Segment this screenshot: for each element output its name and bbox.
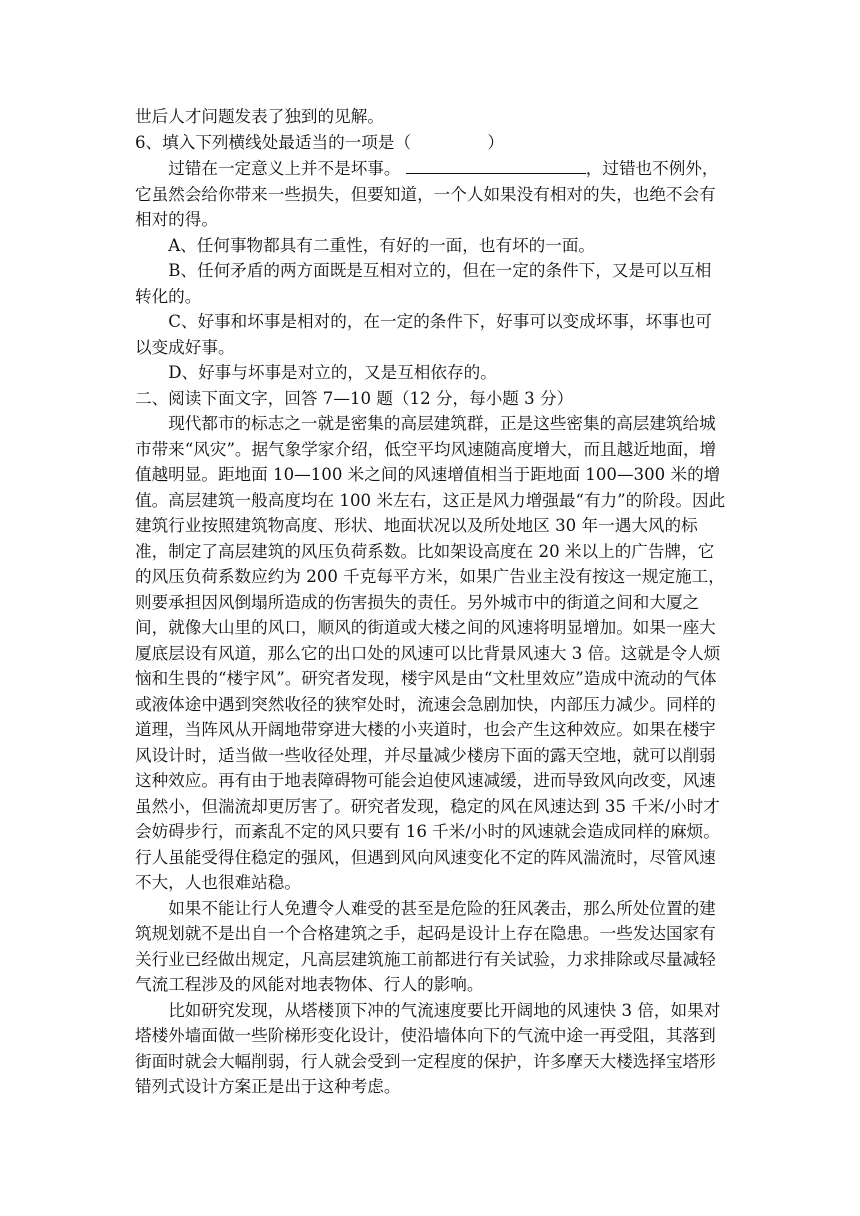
question-6-stem-suffix: ） <box>487 132 505 152</box>
passage-after-blank: ，过错也不例外，它虽然会给你带来一些损失，但要知道，一个人如果没有相对的失，也绝不会有相对的得。 <box>135 159 719 229</box>
option-a: A、任何事物都具有二重性，有好的一面，也有坏的一面。 <box>168 235 596 255</box>
option-b: B、任何矛盾的两方面既是互相对立的，但在一定的条件下，又是可以互相转化的。 <box>135 261 712 306</box>
reading-paragraph-3: 比如研究发现，从塔楼顶下冲的气流速度要比开阔地的风速快 3 倍，如果对塔楼外墙面做一些阶梯形变化设计，使沿墙体向下的气流中途一再受阻，其落到街面时就会大幅削弱，行人就会受到一定程度的保护，许多摩天大楼选择宝塔形错列式设计方案正是出于这种考虑。 <box>135 1000 721 1096</box>
option-c: C、好事和坏事是相对的，在一定的条件下，好事可以变成坏事，坏事也可以变成好事。 <box>135 312 712 357</box>
option-d: D、好事与坏事是对立的，又是互相依存的。 <box>168 363 497 382</box>
reading-paragraph-2: 如果不能让行人免遭令人难受的甚至是危险的狂风袭击，那么所处位置的建筑规划就不是出自一个合格建筑之手，起码是设计上存在隐患。一些发达国家有关行业已经做出规定，凡高层建筑施工前都进行有关试验，力求排除或尽量减轻气流工程涉及的风能对地表物体、行人的影响。 <box>135 898 716 994</box>
question-6-stem-prefix: 6、填入下列横线处最适当的一项是（ <box>135 132 412 152</box>
continuation-line: 世后人才问题发表了独到的见解。 <box>135 107 384 126</box>
reading-paragraph-1: 现代都市的标志之一就是密集的高层建筑群，正是这些密集的高层建筑给城市带来“风灾”。据气象学家介绍，低空平均风速随高度增大，而且越近地面，增值越明显。距地面 10—100 米之间的风速增值相当于距地面 100—300 米的增值。高层建筑一般高度均在 100 米左右，这正是风力增强最“有力”的阶段。因此建筑行业按照建筑物高度、形状、地面状况以及所处地区 30 年一遇大风的标准，制定了高层建筑的风压负荷系数。比如架设高度在 20 米以上的广告牌，它的风压负荷系数应约为 200 千克每平方米，如果广告业主没有按这一规定施工，则要承担因风倒塌所造成的伤害损失的责任。另外城市中的街道之间和大厦之间，就像大山里的风口，顺风的街道或大楼之间的风速将明显增加。如果一座大厦底层设有风道，那么它的出口处的风速可以比背景风速大 3 倍。这就是令人烦恼和生畏的“楼宇风”。研究者发现，楼宇风是由“文杜里效应”造成中流动的气体或液体途中遇到突然收径的狭窄处时，流速会急剧加快，内部压力减少。同样的道理，当阵风从开阔地带穿进大楼的小夹道时，也会产生这种效应。如果在楼宇风设计时，适当做一些收径处理，并尽量减少楼房下面的露天空地，就可以削弱这种效应。再有由于地表障碍物可能会迫使风速减缓，进而导致风向改变，风速虽然小，但湍流却更厉害了。研究者发现，稳定的风在风速达到 35 千米/小时才会妨碍步行，而紊乱不定的风只要有 16 千米/小时的风速就会造成同样的麻烦。行人虽能受得住稳定的强风，但遇到风向风速变化不定的阵风湍流时，尽管风速不大，人也很难站稳。 <box>135 414 726 892</box>
section-2-heading: 二、阅读下面文字，回答 7—10 题（12 分，每小题 3 分） <box>135 388 574 408</box>
question-6-stem <box>135 130 727 156</box>
document-page <box>135 104 727 1100</box>
fill-in-blank <box>406 155 586 174</box>
question-6-passage <box>135 155 727 233</box>
passage-before-blank: 过错在一定意义上并不是坏事。 <box>168 159 401 178</box>
